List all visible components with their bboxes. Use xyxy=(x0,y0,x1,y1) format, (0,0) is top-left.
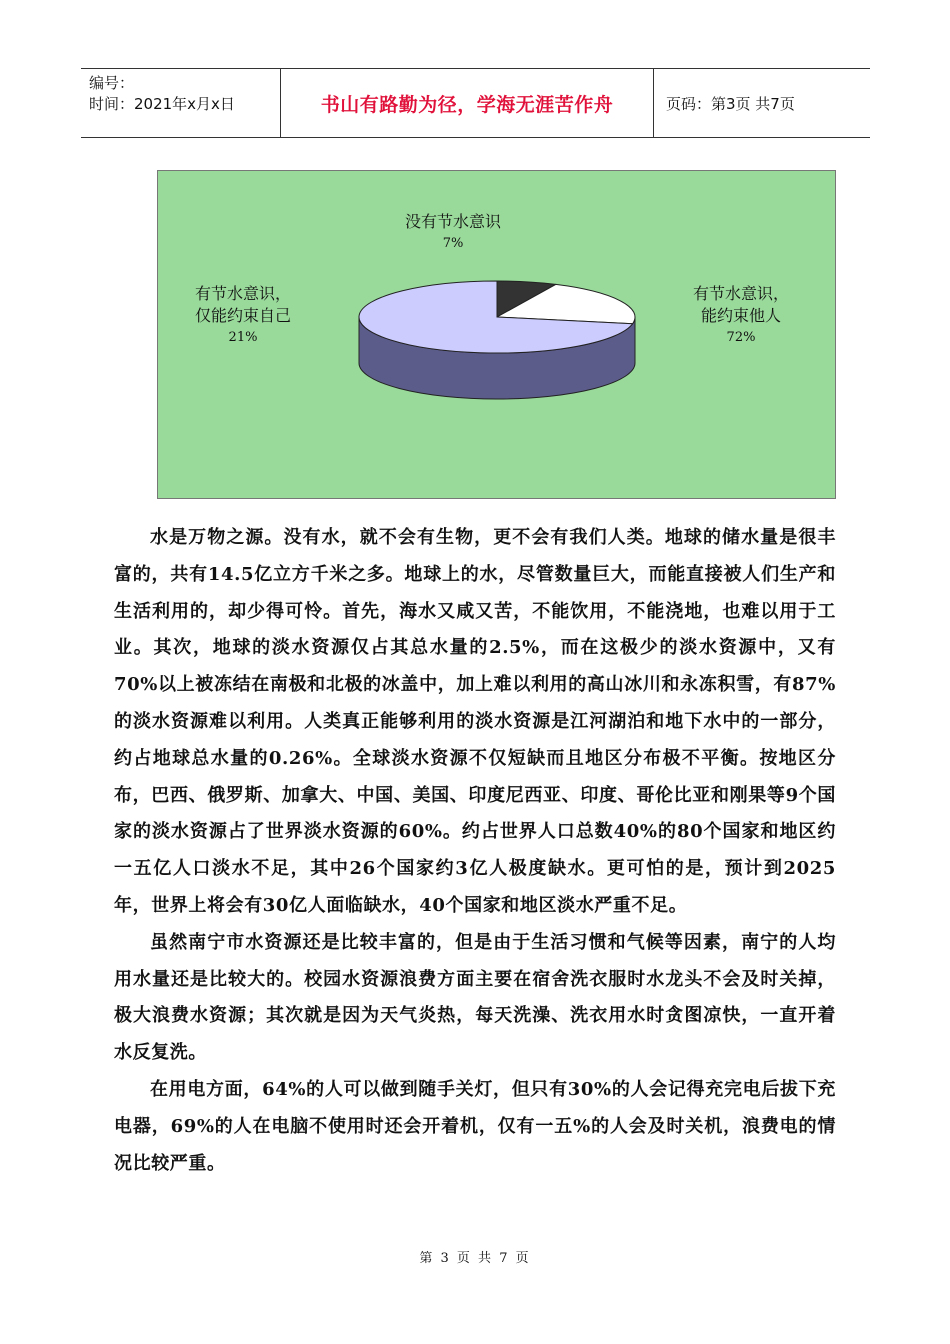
label-self-only-line2: 仅能约束自己 xyxy=(194,306,291,325)
pie-chart xyxy=(157,170,836,499)
date-label: 时间：2021年x月x日 xyxy=(89,95,235,113)
label-others-pct: 72% xyxy=(726,330,756,345)
label-others-line2: 能约束他人 xyxy=(700,306,781,325)
label-no-awareness-pct: 7% xyxy=(442,236,464,251)
paragraph-water: 水是万物之源。没有水，就不会有生物，更不会有我们人类。地球的储水量是很丰富的，共有14.5亿立方千米之多。地球上的水，尽管数量巨大，而能直接被人们生产和生活利用的，却少得可怜。首先，海水又咸又苦，不能饮用，不能浇地，也难以用于工业。其次，地球的淡水资源仅占其总水量的2.5%，而在这极少的淡水资源中，又有70%以上被冻结在南极和北极的冰盖中，加上难以利用的高山冰川和永冻积雪，有87%的淡水资源难以利用。人类真正能够利用的淡水资源是江河湖泊和地下水中的一部分，约占地球总水量的0.26%。全球淡水资源不仅短缺而且地区分布极不平衡。按地区分布，巴西、俄罗斯、加拿大、中国、美国、印度尼西亚、印度、哥伦比亚和刚果等9个国家的淡水资源占了世界淡水资源的60%。约占世界人口总数40%的80个国家和地区约一五亿人口淡水不足，其中26个国家约3亿人极度缺水。更可怕的是，预计到2025年，世界上将会有30亿人面临缺水，40个国家和地区淡水严重不足。 xyxy=(114,527,836,916)
page-footer: 第 3 页 共 7 页 xyxy=(419,1251,531,1266)
header-meta xyxy=(81,69,280,137)
label-self-only xyxy=(168,283,318,349)
label-others-line1: 有节水意识， xyxy=(692,284,789,303)
label-no-awareness xyxy=(368,211,538,255)
label-others xyxy=(666,283,816,349)
label-self-only-pct: 21% xyxy=(228,330,258,345)
number-label: 编号： xyxy=(89,74,135,92)
header-page-label: 页码：第3页 共7页 xyxy=(666,94,795,113)
body-text xyxy=(114,520,836,1182)
paragraph-nanning: 虽然南宁市水资源还是比较丰富的，但是由于生活习惯和气候等因素，南宁的人均用水量还是比较大的。校园水资源浪费方面主要在宿舍洗衣服时水龙头不会及时关掉，极大浪费水资源；其次就是因为天气炎热，每天洗澡、洗衣用水时贪图凉快，一直开着水反复洗。 xyxy=(114,931,836,1064)
label-self-only-line1: 有节水意识， xyxy=(194,284,291,303)
page-header xyxy=(81,68,870,138)
header-motto: 书山有路勤为径，学海无涯苦作舟 xyxy=(280,69,654,137)
paragraph-electricity: 在用电方面，64%的人可以做到随手关灯，但只有30%的人会记得充完电后拔下充电器，69%的人在电脑不使用时还会开着机，仅有一五%的人会及时关机，浪费电的情况比较严重。 xyxy=(114,1078,836,1174)
label-no-awareness-text: 没有节水意识 xyxy=(404,212,501,231)
